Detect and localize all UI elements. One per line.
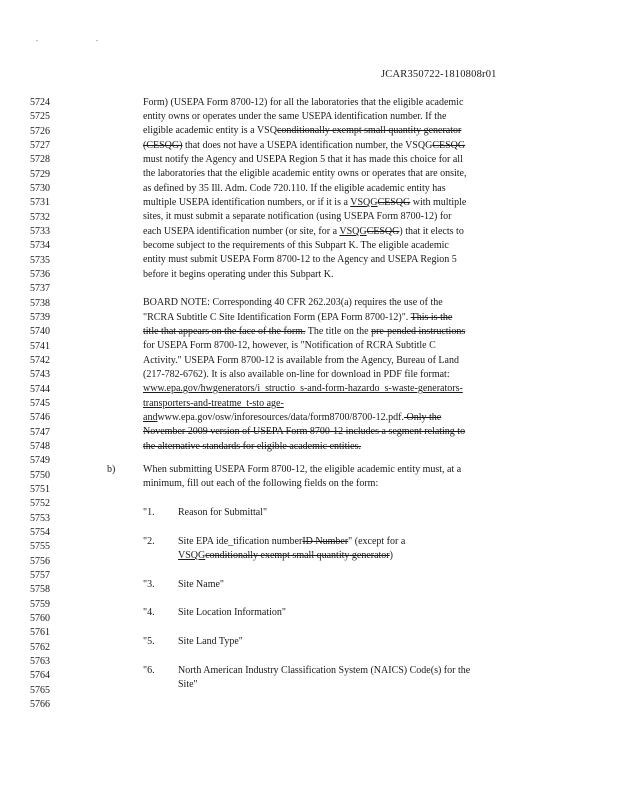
line-number: 5745: [30, 397, 50, 409]
line-number: 5759: [30, 598, 50, 610]
board-note-line: title that appears on the face of the form. The title on the pre-pended instructions: [143, 326, 466, 337]
line-number: 5761: [30, 627, 50, 639]
field-text: Site Name": [178, 579, 225, 590]
line-number: 5742: [30, 354, 50, 366]
line-number: 5760: [30, 612, 50, 624]
line-number: 5756: [30, 555, 50, 567]
line-number: 5750: [30, 469, 50, 481]
field-number: "5.: [143, 636, 155, 647]
struck-text: conditionally exempt small quantity generator: [205, 550, 390, 561]
field-number: "2.: [143, 536, 155, 547]
struck-text: November 2009 version of USEPA Form 8700-12 includes a segment relating to: [143, 426, 466, 437]
board-note-line: [143, 440, 361, 454]
struck-text: pre-pended instructions: [371, 326, 466, 337]
para1-line: before it begins operating under this Subpart K.: [143, 269, 334, 280]
para1-line: become subject to the requirements of this Subpart K. The eligible academic: [143, 240, 449, 251]
struck-text: title that appears on the face of the form.: [143, 326, 306, 337]
section-b-line: When submitting USEPA Form 8700-12, the eligible academic entity must, at a: [143, 464, 462, 475]
line-number: 5728: [30, 154, 50, 166]
subsection-marker: b): [107, 464, 116, 475]
struck-text: This is the: [410, 312, 453, 323]
line-number: 5751: [30, 483, 50, 495]
para1-line: entity owns or operates under the same USEPA identification number. If the: [143, 111, 447, 122]
line-number: 5735: [30, 254, 50, 266]
para1-line: eligible academic entity is a VSQconditionally exempt small quantity generator: [143, 125, 462, 136]
field-number: "1.: [143, 507, 155, 518]
line-number: 5748: [30, 440, 50, 452]
line-number: 5732: [30, 211, 50, 223]
line-number: 5765: [30, 684, 50, 696]
field-text: Site Land Type": [178, 636, 243, 647]
board-note-line: for USEPA Form 8700-12, however, is "Notification of RCRA Subtitle C: [143, 340, 436, 351]
line-number: 5746: [30, 412, 50, 424]
para1-line: each USEPA identification number (or site, for a VSQGCESQG) that it elects to: [143, 226, 464, 237]
field-number: "6.: [143, 665, 155, 676]
field-number: "4.: [143, 607, 155, 618]
struck-text: conditionally exempt small quantity generator: [276, 125, 462, 136]
board-note-line: Activity." USEPA Form 8700-12 is available from the Agency, Bureau of Land: [143, 355, 459, 366]
line-number: 5726: [30, 125, 50, 137]
struck-text: the alternative standards for eligible academic entities.: [143, 441, 361, 452]
para1-line: as defined by 35 Ill. Adm. Code 720.110. If the eligible academic entity has: [143, 183, 446, 194]
para1-line: entity must submit USEPA Form 8700-12 to the Agency and USEPA Region 5: [143, 254, 457, 265]
field-text: Reason for Submittal": [178, 507, 268, 518]
struck-text: Only the: [403, 412, 442, 423]
board-note-line: [143, 425, 465, 439]
line-number: 5724: [30, 97, 50, 108]
board-note-line: andwww.epa.gov/osw/inforesources/data/form8700/8700-12.pdf. Only the: [143, 412, 442, 423]
field-text: Site": [178, 679, 198, 690]
line-number: 5730: [30, 183, 50, 194]
line-number: 5743: [30, 369, 50, 381]
line-number: 5731: [30, 197, 50, 209]
para1-line: Form) (USEPA Form 8700-12) for all the laboratories that the eligible academic: [143, 97, 464, 108]
line-number: 5757: [30, 569, 50, 581]
struck-text: (CESQG): [143, 140, 183, 151]
field-text: Site EPA ide_tification numberID Number" (except for a: [178, 536, 406, 547]
struck-text: ID Number: [302, 536, 349, 547]
para1-line: multiple USEPA identification numbers, or if it is a VSQGCESQG with multiple: [143, 197, 467, 208]
struck-text: CESQG: [366, 226, 400, 237]
line-number: 5753: [30, 512, 50, 524]
line-number: 5766: [30, 698, 50, 710]
line-number: 5736: [30, 269, 50, 280]
line-number: 5739: [30, 311, 50, 323]
line-number: 5729: [30, 168, 50, 180]
board-note-line: BOARD NOTE: Corresponding 40 CFR 262.203(a) requires the use of the: [143, 297, 443, 308]
para1-line: (CESQG) that does not have a USEPA identification number, the VSQGCESQG: [143, 140, 466, 151]
line-number: 5752: [30, 498, 50, 510]
field-text: North American Industry Classification System (NAICS) Code(s) for the: [178, 665, 471, 676]
board-note-line: "RCRA Subtitle C Site Identification Form (EPA Form 8700-12)". This is the: [143, 312, 453, 323]
line-number: 5764: [30, 670, 50, 682]
line-number: 5744: [30, 383, 50, 395]
line-number: 5758: [30, 584, 50, 596]
line-number: 5741: [30, 340, 50, 352]
field-text: VSQGconditionally exempt small quantity generator): [178, 550, 393, 561]
para1-line: the laboratories that the eligible academic entity owns or operates that are onsite,: [143, 168, 467, 179]
board-note-url: transporters-and-treatme_t-sto age-: [143, 398, 284, 409]
line-number: 5737: [30, 283, 50, 295]
inserted-text: VSQG: [350, 197, 378, 208]
document-id: JCAR350722-1810808r01: [381, 69, 497, 80]
field-text: Site Location Information": [178, 607, 286, 618]
struck-text: CESQG: [377, 197, 411, 208]
line-number: 5754: [30, 526, 50, 538]
struck-text: CESQG: [432, 140, 466, 151]
board-note-url: www.epa.gov/hwgenerators/i_structio_s-and-form-hazardo_s-waste-generators-: [143, 383, 463, 394]
scan-specks: . .: [36, 34, 126, 43]
line-number: 5740: [30, 326, 50, 338]
inserted-text: VSQG: [339, 226, 367, 237]
line-number: 5738: [30, 297, 50, 309]
para1-line: sites, it must submit a separate notification (using USEPA Form 8700-12) for: [143, 211, 452, 222]
field-number: "3.: [143, 579, 155, 590]
board-note-line: (217-782-6762). It is also available on-line for download in PDF file format:: [143, 369, 450, 380]
section-b-line: minimum, fill out each of the following fields on the form:: [143, 478, 379, 489]
line-number: 5727: [30, 140, 50, 151]
line-number: 5763: [30, 655, 50, 667]
para1-line: must notify the Agency and USEPA Region 5 that it has made this choice for all: [143, 154, 463, 165]
line-number: 5725: [30, 111, 50, 123]
line-number: 5747: [30, 426, 50, 438]
line-number: 5755: [30, 541, 50, 553]
line-number: 5749: [30, 455, 50, 467]
line-number: 5762: [30, 641, 50, 653]
line-number: 5733: [30, 226, 50, 237]
line-number: 5734: [30, 240, 50, 252]
